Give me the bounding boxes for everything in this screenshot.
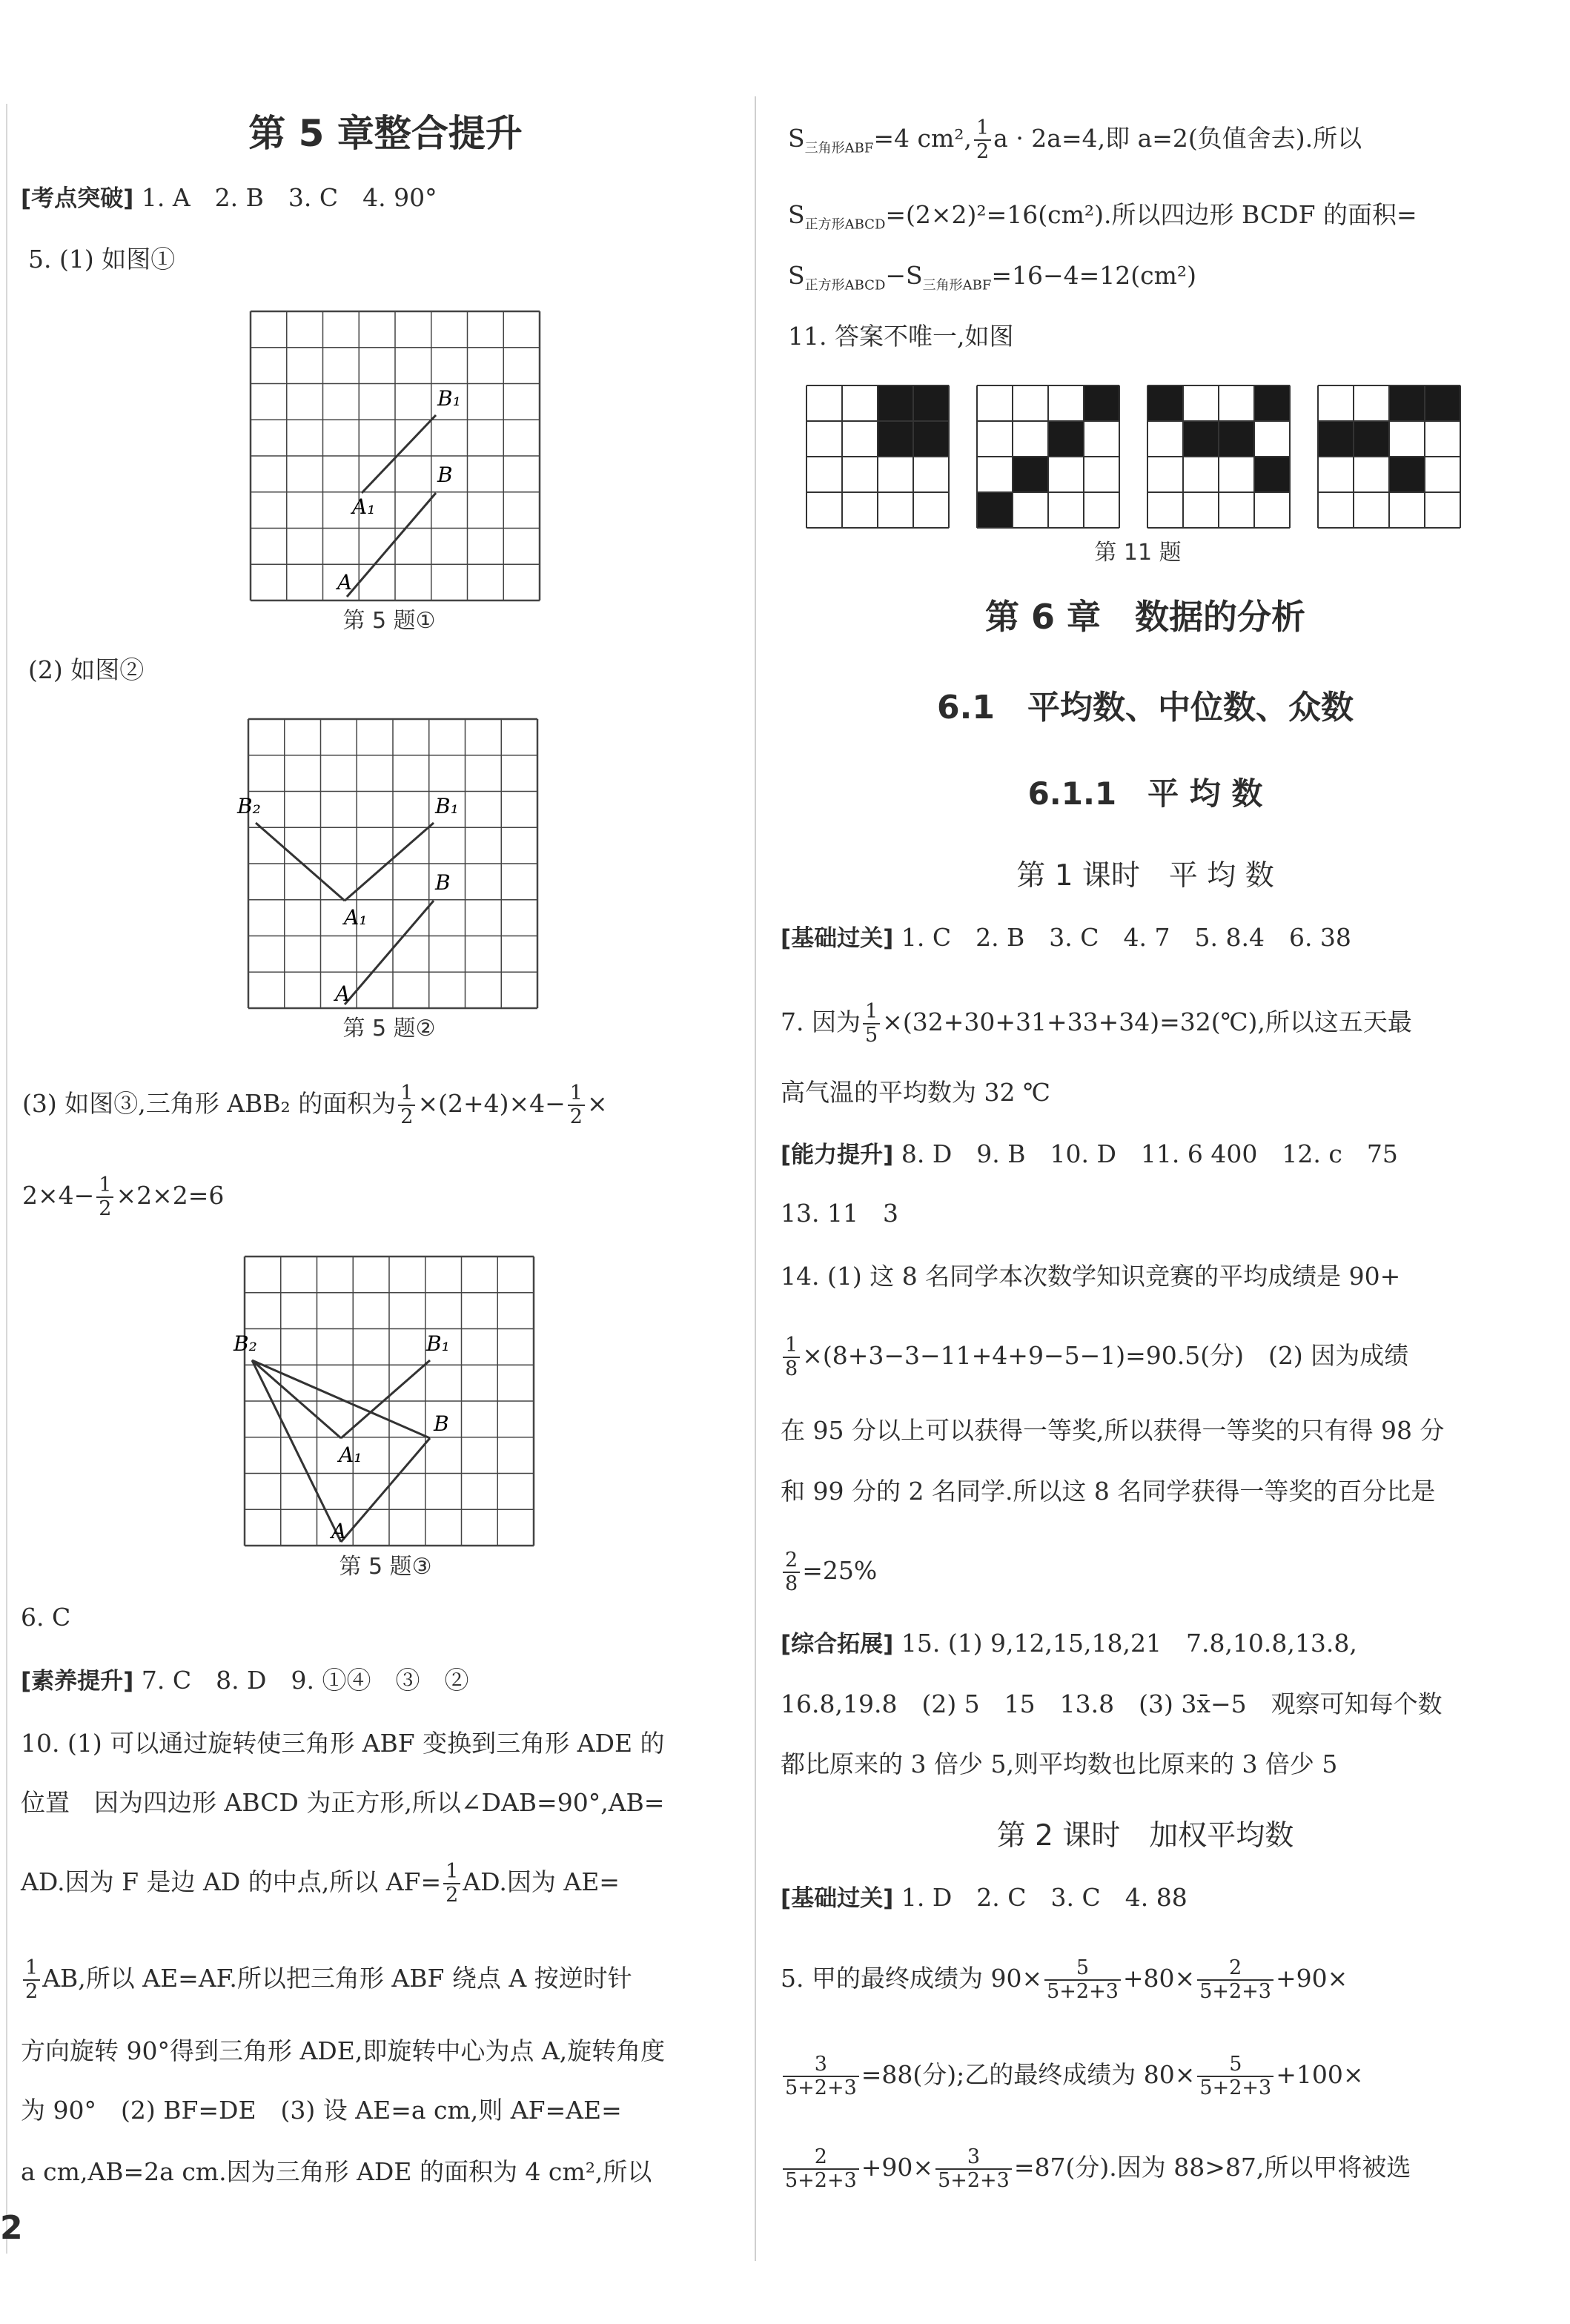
answer-line-jichu-2: [基础过关] 1. D 2. C 3. C 4. 88 [781, 1883, 1188, 1912]
label-b2: B₂ [233, 1331, 257, 1356]
section-6-1-1-title: 6.1.1 平 均 数 [1027, 775, 1263, 812]
segment-a1b1 [341, 1360, 430, 1438]
segment-bb2 [252, 1360, 430, 1438]
q5-3-text-d: 2×4− [22, 1181, 95, 1210]
fig2-caption: 第 5 题② [342, 1016, 436, 1042]
q14-line1: 14. (1) 这 8 名同学本次数学知识竞赛的平均成绩是 90+ [781, 1262, 1401, 1291]
label-b2: B₂ [237, 794, 261, 818]
fraction-half: $\frac{1}{2}$ [23, 1957, 40, 2003]
q5-line3: $\frac{2}{5+2+3}$ +90× $\frac{3}{5+2+3}$ =87(分).因为 88>87,所以甲将被选 [781, 2146, 1411, 2192]
q5-part2: (2) 如图② [28, 655, 145, 684]
label-a: A [337, 570, 353, 595]
answer-line-kaodian [21, 182, 437, 215]
page-number: 2 [0, 2209, 23, 2247]
lesson-2-title: 第 2 课时 加权平均数 [996, 1819, 1294, 1853]
q14-line3: 在 95 分以上可以获得一等奖,所以获得一等奖的只有得 98 分 [781, 1416, 1445, 1445]
label-b: B [437, 463, 453, 487]
figure-5-3 [228, 1253, 539, 1549]
suyang-answers: 7. C 8. D 9. ①④ ③ ② [141, 1666, 469, 1695]
grid-3 [245, 1257, 534, 1546]
shaded-cell [1425, 385, 1460, 421]
q10-line2: 位置 因为四边形 ABCD 为正方形,所以∠DAB=90°,AB= [21, 1788, 665, 1817]
grid-1 [251, 311, 540, 600]
right-column [775, 0, 1497, 2324]
lesson-1-title: 第 1 课时 平 均 数 [1016, 859, 1274, 893]
q10-cont-line2: $S_{正方形ABCD}=(2\times 2)^2=16(cm^2)$.所以四边形 BCDF 的面积= [788, 200, 1417, 233]
shaded-cell [1254, 385, 1290, 421]
q13: 13. 11 3 [781, 1199, 898, 1228]
label-b1: B₁ [435, 794, 459, 818]
q5-part3-line1 [22, 1082, 608, 1128]
shaded-cell [1147, 385, 1183, 421]
fraction-weight-3: $\frac{3}{5+2+3}$ [935, 2146, 1012, 2192]
fig1-caption: 第 5 题① [342, 608, 436, 634]
shaded-cell [1084, 385, 1119, 421]
q5-3-text-a: (3) 如图③,三角形 ABB₂ 的面积为 [22, 1089, 397, 1118]
left-edge-line [6, 104, 7, 2254]
q15-line3: 都比原来的 3 倍少 5,则平均数也比原来的 3 倍少 5 [781, 1749, 1338, 1778]
fraction-half: $\frac{1}{2}$ [96, 1174, 113, 1220]
segment-a1b2 [252, 1360, 341, 1438]
fraction-weight-5: $\frac{5}{5+2+3}$ [1044, 1957, 1121, 2003]
fraction-eighth: $\frac{1}{8}$ [783, 1334, 800, 1380]
segment-a1b1 [362, 415, 436, 493]
label-a1: A₁ [344, 905, 368, 930]
fig11-caption: 第 11 题 [1094, 540, 1182, 566]
fraction-weight-2: $\frac{2}{5+2+3}$ [783, 2146, 859, 2192]
answer-line-nengli: [能力提升] 8. D 9. B 10. D 11. 6 400 12. c 75 [781, 1139, 1398, 1168]
q14-line5: $\frac{2}{8}$ =25% [781, 1549, 877, 1595]
shaded-cell [1354, 421, 1389, 457]
q10-line4: $\frac{1}{2}$ AB,所以 AE=AF.所以把三角形 ABF 绕点 A 按逆时针 [21, 1957, 632, 2003]
segment-a1b2 [256, 823, 345, 901]
q14-line4: 和 99 分的 2 名同学.所以这 8 名同学获得一等奖的百分比是 [781, 1477, 1436, 1506]
figure-5-2 [231, 715, 543, 1012]
shaded-cell [1389, 385, 1425, 421]
fraction-weight-5: $\frac{5}{5+2+3}$ [1197, 2053, 1273, 2099]
fraction-weight-2: $\frac{2}{5+2+3}$ [1197, 1957, 1273, 2003]
q10-line6: 为 90° (2) BF=DE (3) 设 AE=a cm,则 AF=AE= [21, 2096, 622, 2125]
shaded-cell [977, 492, 1013, 528]
q10-cont-line3: $S_{正方形ABCD}-S_{三角形ABF}=16-4=12(cm^2)$ [788, 261, 1197, 294]
q7-line1: 7. 因为 $\frac{1}{5}$ ×(32+30+31+33+34)=32(℃),所以这五天最 [781, 1000, 1412, 1047]
shaded-cell [878, 385, 913, 421]
column-divider [755, 96, 756, 2261]
q11: 11. 答案不唯一,如图 [788, 322, 1014, 351]
q5-3-text-c: × [586, 1089, 608, 1118]
fraction-half: $\frac{1}{2}$ [398, 1082, 415, 1128]
label-b: B [435, 870, 451, 895]
segment-a1b1 [345, 823, 434, 901]
q5-line2: $\frac{3}{5+2+3}$ =88(分);乙的最终成绩为 80× $\frac{5}{5+2+3}$ +100× [781, 2053, 1364, 2099]
label-b1: B₁ [437, 386, 461, 411]
fraction-weight-3: $\frac{3}{5+2+3}$ [783, 2053, 859, 2099]
label-a1: A₁ [339, 1443, 362, 1467]
shaded-cell [1183, 421, 1219, 457]
fraction-half: $\frac{1}{2}$ [568, 1082, 585, 1128]
figure-11 [803, 382, 1514, 530]
shaded-cell [878, 421, 913, 457]
q5-3-text-b: ×(2+4)×4− [417, 1089, 566, 1118]
answer-line-jichu-1: [基础过关] 1. C 2. B 3. C 4. 7 5. 8.4 6. 38 [781, 923, 1351, 952]
q15-line2: 16.8,19.8 (2) 5 15 13.8 (3) 3x̄−5 观察可知每个数 [781, 1689, 1443, 1718]
q10-line7: a cm,AB=2a cm.因为三角形 ADE 的面积为 4 cm²,所以 [21, 2157, 652, 2186]
shaded-cell [1254, 457, 1290, 492]
segment-ab2 [252, 1360, 341, 1542]
left-column [15, 0, 734, 2324]
answer-line-suyang [21, 1664, 468, 1698]
figure-11-grids [806, 385, 1460, 528]
shaded-cell [1013, 457, 1048, 492]
shaded-cell [1048, 421, 1084, 457]
chapter5-title: 第 5 章整合提升 [248, 112, 523, 155]
label-a1: A₁ [352, 494, 376, 519]
label-a: A [331, 1519, 347, 1543]
label-b1: B₁ [426, 1331, 450, 1356]
answer-line-zonghe: [综合拓展] 15. (1) 9,12,15,18,21 7.8,10.8,13.8, [781, 1629, 1357, 1658]
q5-part1: 5. (1) 如图① [28, 245, 176, 274]
shaded-cell [1318, 421, 1354, 457]
figure-5-1 [233, 308, 545, 604]
tag-kaodian: [考点突破] [21, 185, 134, 212]
q10-cont-line1: $S_{三角形ABF}=4$ cm², $\frac{1}{2}$ a · 2a=4,即 a=2(负值舍去).所以 [788, 116, 1362, 163]
shaded-cell [1389, 457, 1425, 492]
q5-3-text-e: ×2×2=6 [116, 1181, 225, 1210]
q6: 6. C [21, 1603, 71, 1632]
section-6-1-title: 6.1 平均数、中位数、众数 [937, 689, 1354, 726]
shaded-cell [913, 385, 949, 421]
fraction-half: $\frac{1}{2}$ [443, 1861, 460, 1907]
fraction-half: $\frac{1}{2}$ [974, 117, 991, 163]
fraction-two-eighths: $\frac{2}{8}$ [783, 1549, 800, 1595]
fig3-caption: 第 5 题③ [339, 1554, 432, 1580]
q10-line1: 10. (1) 可以通过旋转使三角形 ABF 变换到三角形 ADE 的 [21, 1729, 665, 1758]
fraction-fifth: $\frac{1}{5}$ [863, 1001, 880, 1047]
q10-line3: AD.因为 F 是边 AD 的中点,所以 AF= $\frac{1}{2}$ AD.因为 AE= [21, 1860, 620, 1907]
chapter6-title: 第 6 章 数据的分析 [984, 597, 1306, 637]
q14-line2: $\frac{1}{8}$ ×(8+3−3−11+4+9−5−1)=90.5(分) (2) 因为成绩 [781, 1334, 1408, 1380]
label-b: B [434, 1411, 449, 1436]
shaded-cell [1219, 421, 1254, 457]
kaodian-answers: 1. A 2. B 3. C 4. 90° [141, 183, 437, 212]
label-a: A [335, 981, 351, 1006]
q5-part3-line2 [22, 1174, 224, 1220]
q7-line2: 高气温的平均数为 32 ℃ [781, 1078, 1050, 1107]
q5-line1: 5. 甲的最终成绩为 90× $\frac{5}{5+2+3}$ +80× $\frac{2}{5+2+3}$ +90× [781, 1956, 1348, 2003]
grid-2 [248, 719, 537, 1008]
shaded-cell [913, 421, 949, 457]
tag-suyang: [素养提升] [21, 1668, 134, 1695]
q10-line5: 方向旋转 90°得到三角形 ADE,即旋转中心为点 A,旋转角度 [21, 2036, 666, 2065]
